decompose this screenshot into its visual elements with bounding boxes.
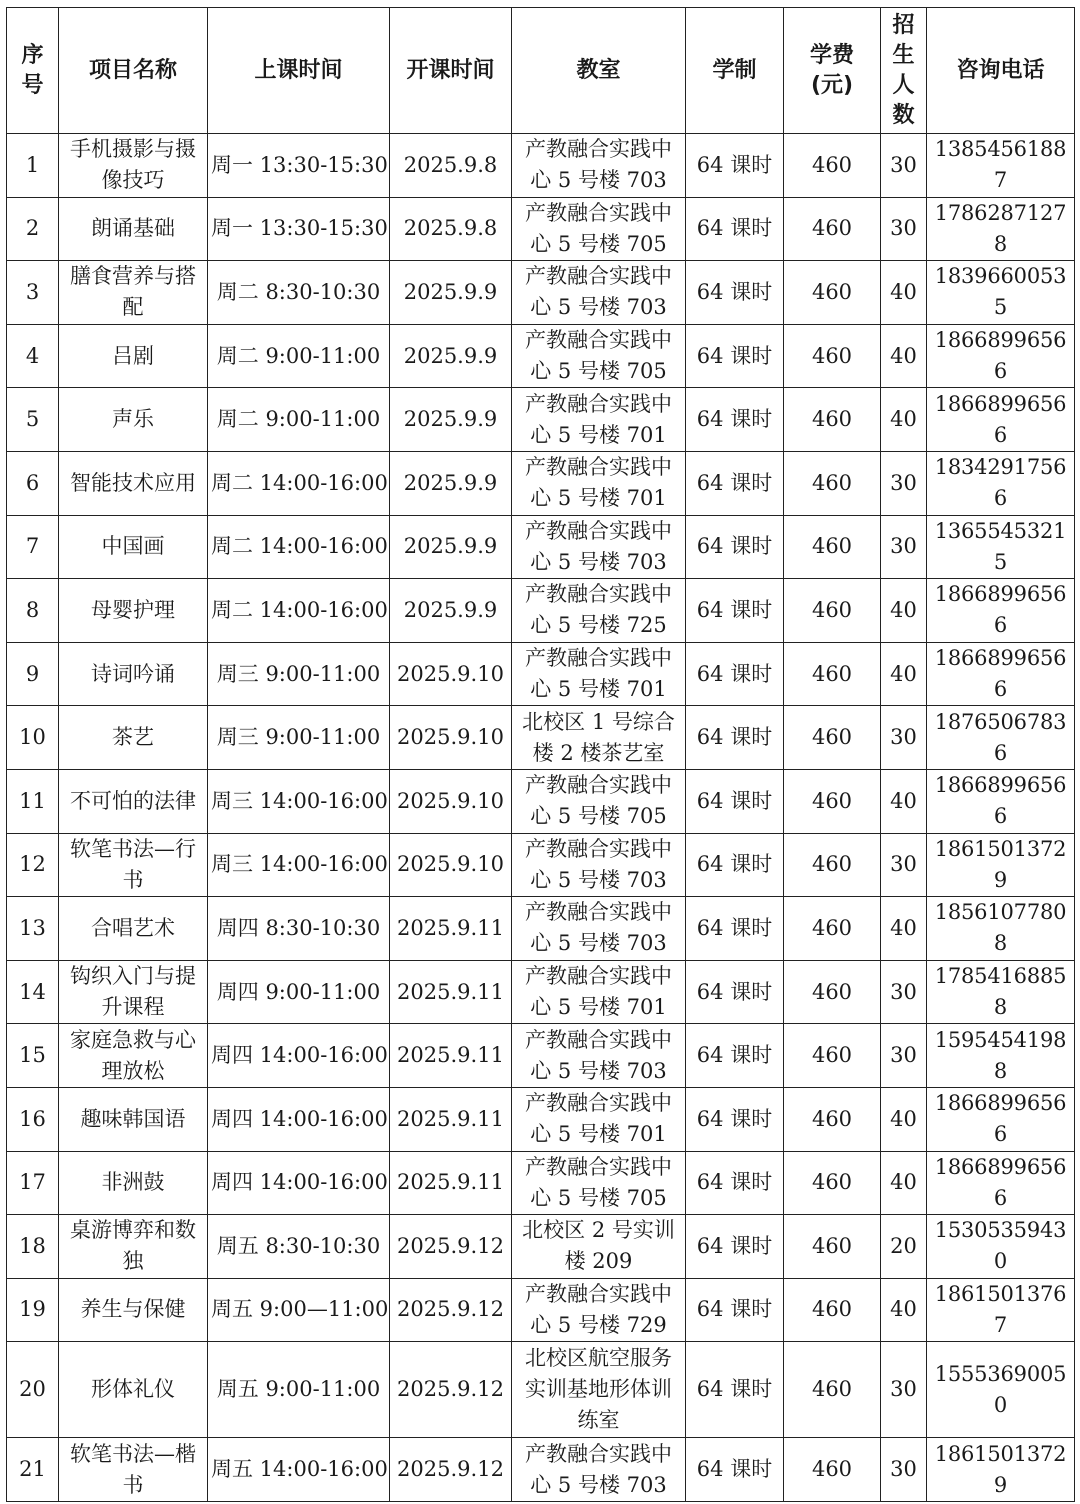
- cell-enrollment: 30: [881, 706, 927, 770]
- course-schedule-table: [6, 7, 1075, 1502]
- cell-class-time: 周四 9:00-11:00: [208, 960, 390, 1024]
- cell-fee: 460: [784, 897, 881, 961]
- cell-duration: 64 课时: [686, 1151, 784, 1215]
- cell-class-time: 周三 14:00-16:00: [208, 833, 390, 897]
- cell-course-name: 趣味韩国语: [59, 1087, 208, 1151]
- cell-enrollment: 20: [881, 1215, 927, 1279]
- cell-room: 产教融合实践中心 5 号楼 703: [512, 261, 686, 325]
- cell-phone: 18668996566: [927, 1087, 1075, 1151]
- cell-index: 9: [7, 642, 59, 706]
- cell-course-name: 养生与保健: [59, 1278, 208, 1342]
- cell-fee: 460: [784, 1024, 881, 1088]
- header-class-time: 上课时间: [208, 8, 390, 134]
- cell-class-time: 周五 8:30-10:30: [208, 1215, 390, 1279]
- cell-start-date: 2025.9.12: [390, 1438, 512, 1502]
- cell-room: 产教融合实践中心 5 号楼 701: [512, 960, 686, 1024]
- cell-start-date: 2025.9.11: [390, 960, 512, 1024]
- cell-index: 5: [7, 388, 59, 452]
- cell-fee: 460: [784, 324, 881, 388]
- cell-room: 产教融合实践中心 5 号楼 703: [512, 1024, 686, 1088]
- cell-index: 20: [7, 1342, 59, 1438]
- cell-course-name: 软笔书法—行书: [59, 833, 208, 897]
- cell-course-name: 手机摄影与摄像技巧: [59, 134, 208, 198]
- cell-enrollment: 30: [881, 451, 927, 515]
- table-row: [7, 1342, 1075, 1438]
- cell-duration: 64 课时: [686, 706, 784, 770]
- cell-class-time: 周一 13:30-15:30: [208, 134, 390, 198]
- table-row: [7, 1278, 1075, 1342]
- cell-course-name: 声乐: [59, 388, 208, 452]
- cell-course-name: 母婴护理: [59, 579, 208, 643]
- cell-start-date: 2025.9.9: [390, 451, 512, 515]
- cell-enrollment: 30: [881, 1438, 927, 1502]
- cell-duration: 64 课时: [686, 1438, 784, 1502]
- cell-phone: 15553690050: [927, 1342, 1075, 1438]
- cell-course-name: 膳食营养与搭配: [59, 261, 208, 325]
- cell-index: 19: [7, 1278, 59, 1342]
- cell-start-date: 2025.9.10: [390, 769, 512, 833]
- cell-room: 产教融合实践中心 5 号楼 703: [512, 833, 686, 897]
- cell-room: 产教融合实践中心 5 号楼 705: [512, 324, 686, 388]
- header-start-date: 开课时间: [390, 8, 512, 134]
- header-room: 教室: [512, 8, 686, 134]
- cell-index: 7: [7, 515, 59, 579]
- cell-phone: 18561077808: [927, 897, 1075, 961]
- cell-class-time: 周二 14:00-16:00: [208, 579, 390, 643]
- cell-room: 产教融合实践中心 5 号楼 703: [512, 1438, 686, 1502]
- cell-start-date: 2025.9.10: [390, 642, 512, 706]
- cell-start-date: 2025.9.11: [390, 1151, 512, 1215]
- header-index: 序号: [7, 8, 59, 134]
- cell-duration: 64 课时: [686, 261, 784, 325]
- table-row: [7, 134, 1075, 198]
- cell-class-time: 周一 13:30-15:30: [208, 197, 390, 261]
- cell-start-date: 2025.9.8: [390, 134, 512, 198]
- cell-room: 产教融合实践中心 5 号楼 701: [512, 388, 686, 452]
- cell-room: 产教融合实践中心 5 号楼 705: [512, 197, 686, 261]
- cell-index: 17: [7, 1151, 59, 1215]
- table-row: [7, 261, 1075, 325]
- cell-course-name: 智能技术应用: [59, 451, 208, 515]
- cell-class-time: 周二 14:00-16:00: [208, 515, 390, 579]
- cell-enrollment: 40: [881, 897, 927, 961]
- cell-phone: 18615013767: [927, 1278, 1075, 1342]
- cell-index: 4: [7, 324, 59, 388]
- table-row: [7, 451, 1075, 515]
- cell-fee: 460: [784, 134, 881, 198]
- cell-index: 1: [7, 134, 59, 198]
- cell-start-date: 2025.9.9: [390, 261, 512, 325]
- table-row: [7, 324, 1075, 388]
- cell-course-name: 吕剧: [59, 324, 208, 388]
- table-row: [7, 388, 1075, 452]
- cell-index: 15: [7, 1024, 59, 1088]
- cell-fee: 460: [784, 1151, 881, 1215]
- header-enrollment: 招生人数: [881, 8, 927, 134]
- cell-class-time: 周五 14:00-16:00: [208, 1438, 390, 1502]
- cell-phone: 18615013729: [927, 1438, 1075, 1502]
- table-row: [7, 197, 1075, 261]
- cell-phone: 17854168858: [927, 960, 1075, 1024]
- cell-enrollment: 40: [881, 579, 927, 643]
- table-row: [7, 1215, 1075, 1279]
- cell-phone: 18668996566: [927, 388, 1075, 452]
- cell-phone: 18615013729: [927, 833, 1075, 897]
- cell-course-name: 茶艺: [59, 706, 208, 770]
- cell-phone: 18668996566: [927, 579, 1075, 643]
- cell-duration: 64 课时: [686, 1342, 784, 1438]
- header-fee: 学费(元): [784, 8, 881, 134]
- cell-index: 10: [7, 706, 59, 770]
- cell-fee: 460: [784, 1087, 881, 1151]
- cell-enrollment: 40: [881, 642, 927, 706]
- table-row: [7, 642, 1075, 706]
- cell-class-time: 周四 14:00-16:00: [208, 1087, 390, 1151]
- cell-index: 6: [7, 451, 59, 515]
- cell-phone: 13655453215: [927, 515, 1075, 579]
- cell-start-date: 2025.9.11: [390, 897, 512, 961]
- cell-duration: 64 课时: [686, 1278, 784, 1342]
- cell-room: 产教融合实践中心 5 号楼 705: [512, 1151, 686, 1215]
- cell-enrollment: 40: [881, 388, 927, 452]
- cell-room: 产教融合实践中心 5 号楼 703: [512, 897, 686, 961]
- table-row: [7, 515, 1075, 579]
- cell-start-date: 2025.9.10: [390, 706, 512, 770]
- cell-phone: 17862871278: [927, 197, 1075, 261]
- cell-fee: 460: [784, 1278, 881, 1342]
- cell-fee: 460: [784, 642, 881, 706]
- header-phone: 咨询电话: [927, 8, 1075, 134]
- cell-enrollment: 30: [881, 197, 927, 261]
- cell-course-name: 形体礼仪: [59, 1342, 208, 1438]
- cell-start-date: 2025.9.10: [390, 833, 512, 897]
- cell-class-time: 周四 8:30-10:30: [208, 897, 390, 961]
- table-row: [7, 579, 1075, 643]
- cell-room: 北校区 2 号实训楼 209: [512, 1215, 686, 1279]
- cell-phone: 18668996566: [927, 324, 1075, 388]
- cell-class-time: 周三 9:00-11:00: [208, 642, 390, 706]
- table-row: [7, 897, 1075, 961]
- cell-class-time: 周五 9:00-11:00: [208, 1342, 390, 1438]
- cell-duration: 64 课时: [686, 897, 784, 961]
- cell-room: 产教融合实践中心 5 号楼 725: [512, 579, 686, 643]
- cell-room: 北校区 1 号综合楼 2 楼茶艺室: [512, 706, 686, 770]
- cell-enrollment: 40: [881, 1087, 927, 1151]
- cell-fee: 460: [784, 1438, 881, 1502]
- cell-start-date: 2025.9.9: [390, 324, 512, 388]
- cell-start-date: 2025.9.11: [390, 1024, 512, 1088]
- cell-index: 18: [7, 1215, 59, 1279]
- cell-duration: 64 课时: [686, 833, 784, 897]
- cell-phone: 18668996566: [927, 769, 1075, 833]
- cell-index: 16: [7, 1087, 59, 1151]
- cell-index: 14: [7, 960, 59, 1024]
- cell-duration: 64 课时: [686, 960, 784, 1024]
- table-body: [7, 134, 1075, 1502]
- cell-fee: 460: [784, 1215, 881, 1279]
- cell-duration: 64 课时: [686, 1087, 784, 1151]
- cell-start-date: 2025.9.8: [390, 197, 512, 261]
- cell-phone: 18668996566: [927, 642, 1075, 706]
- cell-index: 13: [7, 897, 59, 961]
- table-row: [7, 1087, 1075, 1151]
- cell-room: 产教融合实践中心 5 号楼 701: [512, 642, 686, 706]
- cell-class-time: 周五 9:00—11:00: [208, 1278, 390, 1342]
- cell-room: 产教融合实践中心 5 号楼 703: [512, 515, 686, 579]
- cell-room: 北校区航空服务实训基地形体训练室: [512, 1342, 686, 1438]
- cell-start-date: 2025.9.12: [390, 1342, 512, 1438]
- cell-enrollment: 30: [881, 134, 927, 198]
- table-header-row: [7, 8, 1075, 134]
- cell-index: 11: [7, 769, 59, 833]
- cell-fee: 460: [784, 515, 881, 579]
- cell-class-time: 周二 14:00-16:00: [208, 451, 390, 515]
- cell-course-name: 非洲鼓: [59, 1151, 208, 1215]
- cell-enrollment: 30: [881, 833, 927, 897]
- cell-class-time: 周四 14:00-16:00: [208, 1024, 390, 1088]
- cell-class-time: 周二 9:00-11:00: [208, 388, 390, 452]
- cell-phone: 18396600535: [927, 261, 1075, 325]
- cell-start-date: 2025.9.12: [390, 1215, 512, 1279]
- cell-index: 21: [7, 1438, 59, 1502]
- table-row: [7, 769, 1075, 833]
- cell-enrollment: 40: [881, 261, 927, 325]
- cell-course-name: 桌游博弈和数独: [59, 1215, 208, 1279]
- cell-room: 产教融合实践中心 5 号楼 703: [512, 134, 686, 198]
- cell-course-name: 朗诵基础: [59, 197, 208, 261]
- cell-fee: 460: [784, 1342, 881, 1438]
- cell-room: 产教融合实践中心 5 号楼 701: [512, 1087, 686, 1151]
- table-row: [7, 1438, 1075, 1502]
- header-name: 项目名称: [59, 8, 208, 134]
- cell-room: 产教融合实践中心 5 号楼 729: [512, 1278, 686, 1342]
- cell-fee: 460: [784, 197, 881, 261]
- cell-course-name: 钩织入门与提升课程: [59, 960, 208, 1024]
- cell-duration: 64 课时: [686, 1024, 784, 1088]
- cell-start-date: 2025.9.9: [390, 579, 512, 643]
- cell-phone: 18765067836: [927, 706, 1075, 770]
- cell-duration: 64 课时: [686, 515, 784, 579]
- cell-fee: 460: [784, 579, 881, 643]
- cell-enrollment: 30: [881, 515, 927, 579]
- cell-start-date: 2025.9.12: [390, 1278, 512, 1342]
- cell-duration: 64 课时: [686, 642, 784, 706]
- cell-room: 产教融合实践中心 5 号楼 701: [512, 451, 686, 515]
- cell-course-name: 家庭急救与心理放松: [59, 1024, 208, 1088]
- table-row: [7, 960, 1075, 1024]
- cell-start-date: 2025.9.9: [390, 515, 512, 579]
- cell-duration: 64 课时: [686, 769, 784, 833]
- header-duration: 学制: [686, 8, 784, 134]
- cell-index: 8: [7, 579, 59, 643]
- cell-enrollment: 40: [881, 1278, 927, 1342]
- cell-phone: 18668996566: [927, 1151, 1075, 1215]
- table-row: [7, 833, 1075, 897]
- cell-duration: 64 课时: [686, 134, 784, 198]
- cell-class-time: 周三 9:00-11:00: [208, 706, 390, 770]
- cell-fee: 460: [784, 833, 881, 897]
- cell-fee: 460: [784, 388, 881, 452]
- cell-room: 产教融合实践中心 5 号楼 705: [512, 769, 686, 833]
- cell-duration: 64 课时: [686, 388, 784, 452]
- cell-start-date: 2025.9.11: [390, 1087, 512, 1151]
- cell-index: 12: [7, 833, 59, 897]
- cell-start-date: 2025.9.9: [390, 388, 512, 452]
- table-row: [7, 1024, 1075, 1088]
- cell-phone: 13854561887: [927, 134, 1075, 198]
- cell-duration: 64 课时: [686, 1215, 784, 1279]
- cell-phone: 15305359430: [927, 1215, 1075, 1279]
- cell-class-time: 周四 14:00-16:00: [208, 1151, 390, 1215]
- cell-class-time: 周二 9:00-11:00: [208, 324, 390, 388]
- cell-duration: 64 课时: [686, 451, 784, 515]
- cell-course-name: 诗词吟诵: [59, 642, 208, 706]
- cell-class-time: 周三 14:00-16:00: [208, 769, 390, 833]
- cell-fee: 460: [784, 261, 881, 325]
- cell-duration: 64 课时: [686, 579, 784, 643]
- cell-course-name: 不可怕的法律: [59, 769, 208, 833]
- table-row: [7, 1151, 1075, 1215]
- table-row: [7, 706, 1075, 770]
- cell-enrollment: 40: [881, 769, 927, 833]
- cell-course-name: 中国画: [59, 515, 208, 579]
- cell-class-time: 周二 8:30-10:30: [208, 261, 390, 325]
- cell-fee: 460: [784, 451, 881, 515]
- cell-fee: 460: [784, 769, 881, 833]
- cell-phone: 18342917566: [927, 451, 1075, 515]
- cell-enrollment: 30: [881, 1024, 927, 1088]
- cell-enrollment: 30: [881, 1342, 927, 1438]
- cell-fee: 460: [784, 960, 881, 1024]
- cell-course-name: 合唱艺术: [59, 897, 208, 961]
- cell-enrollment: 30: [881, 960, 927, 1024]
- cell-enrollment: 40: [881, 324, 927, 388]
- cell-duration: 64 课时: [686, 324, 784, 388]
- cell-index: 3: [7, 261, 59, 325]
- cell-duration: 64 课时: [686, 197, 784, 261]
- cell-course-name: 软笔书法—楷书: [59, 1438, 208, 1502]
- cell-phone: 15954541988: [927, 1024, 1075, 1088]
- cell-index: 2: [7, 197, 59, 261]
- cell-enrollment: 40: [881, 1151, 927, 1215]
- cell-fee: 460: [784, 706, 881, 770]
